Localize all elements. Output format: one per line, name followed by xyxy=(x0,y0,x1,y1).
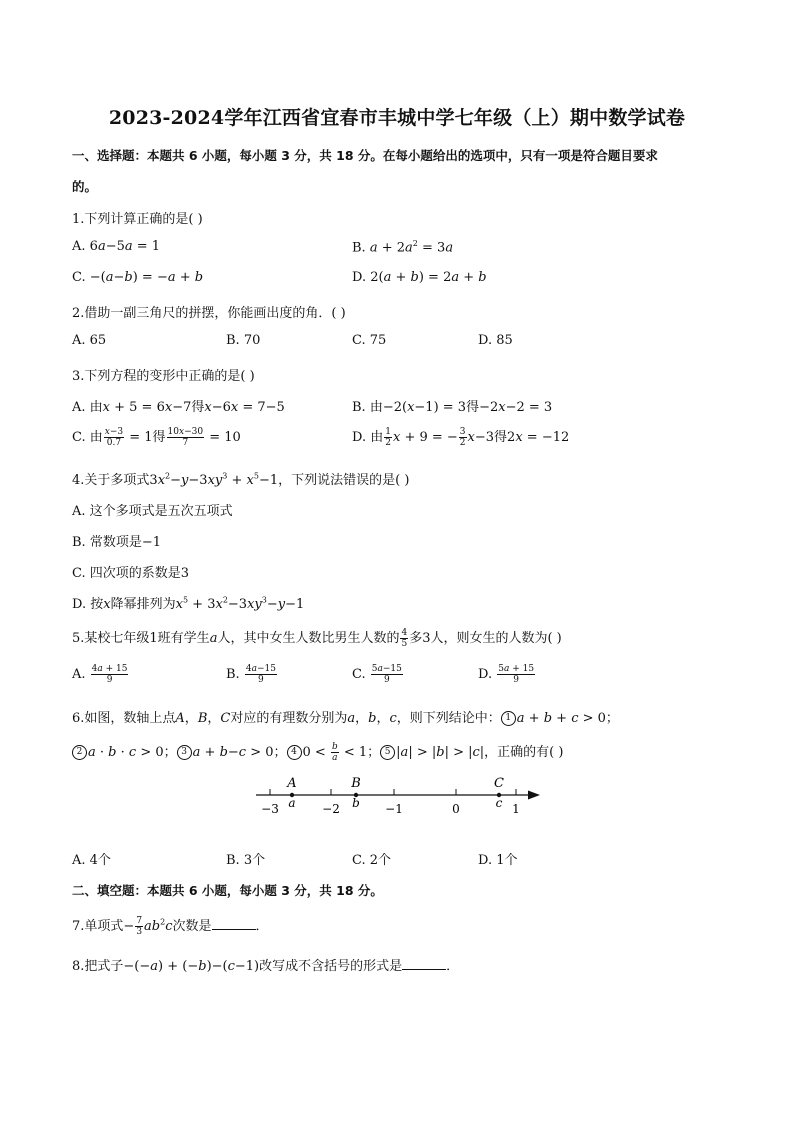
question-6-option-d: D. 1个 xyxy=(478,853,518,868)
question-1-option-b: B. $a + 2a^2 = 3a$ xyxy=(352,239,454,256)
question-3-option-b: B. 由−2(x−1) = 3得−2x−2 = 3 xyxy=(352,400,553,415)
number-line-figure xyxy=(248,770,548,822)
section1-heading-cont: 的。 xyxy=(72,179,98,194)
number-line-tick-label: −1 xyxy=(385,802,403,816)
number-line-tick-label: −2 xyxy=(322,802,340,816)
question-6-option-b: B. 3个 xyxy=(226,853,266,868)
question-1-stem: 1.下列计算正确的是( ) xyxy=(72,212,203,227)
question-3-stem: 3.下列方程的变形中正确的是( ) xyxy=(72,369,255,384)
question-4-stem: 4.关于多项式$3x^2-y-3xy^3 + x^5-1$，下列说法错误的是( ) xyxy=(72,471,410,488)
question-6-stem: 6.如图，数轴上点A，B，C对应的有理数分别为a，b，c，则下列结论中： 1 a + b + c > 0； xyxy=(72,711,619,726)
question-2-stem: 2.借助一副三角尺的拼摆，你能画出度的角．( ) xyxy=(72,306,346,321)
question-4-option-b: B. 常数项是−1 xyxy=(72,535,161,550)
question-5-option-a: A. $\frac{4a + 15}{9}$ xyxy=(72,664,128,685)
answer-blank[interactable] xyxy=(402,959,446,970)
section1-heading: 一、选择题：本题共 6 小题，每小题 3 分，共 18 分。在每小题给出的选项中，只有一项是符合题目要求 xyxy=(72,148,658,163)
number-line-point-label: B xyxy=(351,776,361,791)
question-6-option-c: C. 2个 xyxy=(352,853,392,868)
question-5-option-b: B. $\frac{4a-15}{9}$ xyxy=(226,664,276,685)
number-line-point-label: C xyxy=(494,776,504,791)
question-4-option-a: A. 这个多项式是五次五项式 xyxy=(72,504,233,519)
number-line-point-label: A xyxy=(287,776,297,791)
question-5-option-d: D. $\frac{5a + 15}{9}$ xyxy=(478,664,535,685)
question-2-option-b: B. 70 xyxy=(226,333,261,348)
question-2-option-a: A. 65 xyxy=(72,333,107,348)
number-line-point-value: b xyxy=(352,796,360,810)
question-8-stem: 8.把式子−(−a) + (−b)−(c−1)改写成不含括号的形式是 ． xyxy=(72,959,460,974)
number-line-tick-label: −3 xyxy=(261,802,279,816)
question-7-stem: 7.单项式− $\frac{7}{3}$ $ab^2c$次数是 ． xyxy=(72,916,269,937)
answer-blank[interactable] xyxy=(212,919,256,930)
question-1-option-d: D. 2(a + b) = 2a + b xyxy=(352,270,487,285)
question-4-option-c: C. 四次项的系数是3 xyxy=(72,566,190,581)
section2-heading: 二、填空题：本题共 6 小题，每小题 3 分，共 18 分。 xyxy=(72,883,383,898)
number-line-point-value: c xyxy=(495,796,503,810)
question-6-option-a: A. 4个 xyxy=(72,853,111,868)
page-title: 2023-2024学年江西省宜春市丰城中学七年级（上）期中数学试卷 xyxy=(108,107,686,129)
question-5-option-c: C. $\frac{5a-15}{9}$ xyxy=(352,664,402,685)
number-line-tick-label: 1 xyxy=(512,802,520,816)
number-line-point-value: a xyxy=(288,796,296,810)
number-line-tick-label: 0 xyxy=(452,802,460,816)
question-2-option-d: D. 85 xyxy=(478,333,513,348)
question-2-option-c: C. 75 xyxy=(352,333,387,348)
question-1-option-a: A. 6a−5a = 1 xyxy=(72,239,161,254)
question-3-option-c: C. 由 $\frac{x-3}{0.7}$ = 1得 $\frac{10x-30}{7}$ = 10 xyxy=(72,427,241,448)
question-6-stem-cont: 2 a · b · c > 0； 3 a + b−c > 0； 4 0 < $\frac{b}{a}$ < 1； 5 |a| > |b| > |c|，正确的有( ) xyxy=(72,741,563,763)
question-3-option-d: D. 由 $\frac{1}{2}$ x + 9 = − $\frac{3}{2}$ x−3得2x = −12 xyxy=(352,427,570,448)
number-line-arrow-icon xyxy=(528,791,540,800)
question-3-option-a: A. 由x + 5 = 6x−7得x−6x = 7−5 xyxy=(72,400,285,415)
question-1-option-c: C. −(a−b) = −a + b xyxy=(72,270,204,285)
question-4-option-d: D. 按x降幂排列为$x^5 + 3x^2-3xy^3-y-1$ xyxy=(72,595,305,612)
question-5-stem: 5.某校七年级1班有学生a人，其中女生人数比男生人数的 $\frac{4}{5}$ 多3人，则女生的人数为( ) xyxy=(72,628,562,649)
